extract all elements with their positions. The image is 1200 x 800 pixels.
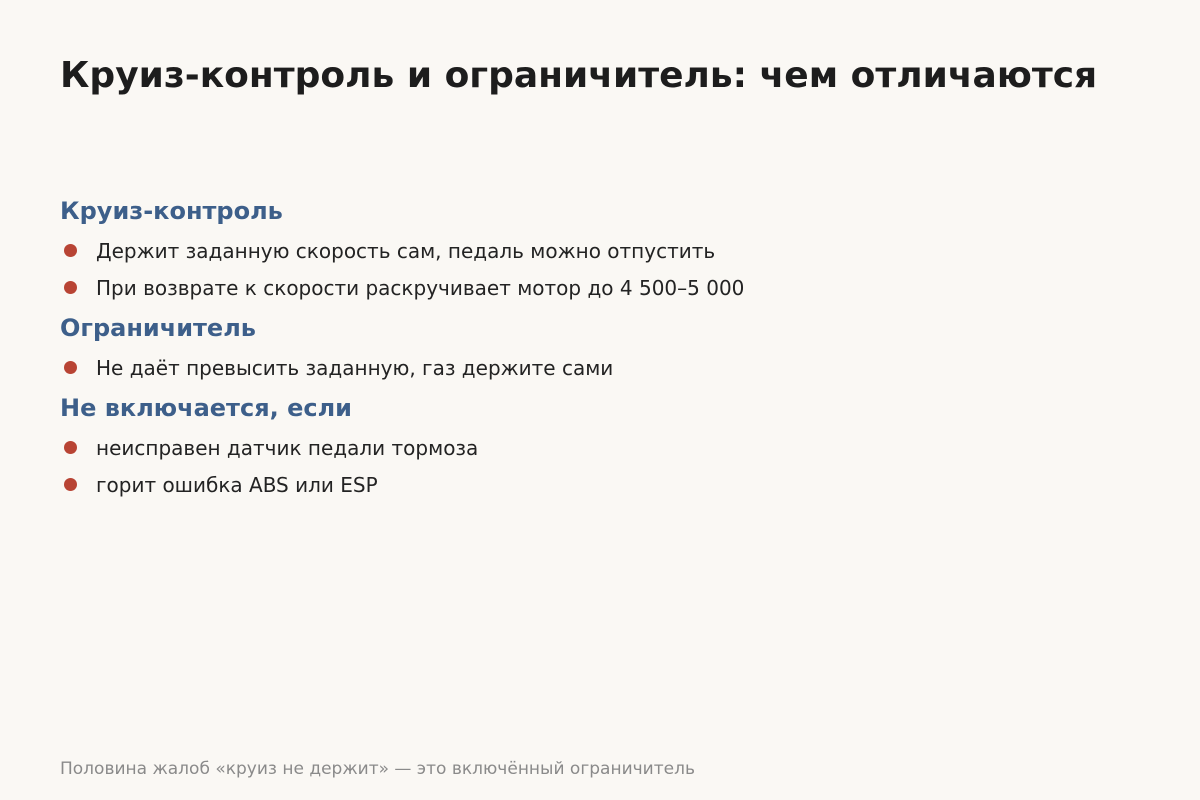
list-item xyxy=(60,272,1140,304)
list-item xyxy=(60,235,1140,267)
list-item-text: Держит заданную скорость сам, педаль можно отпустить xyxy=(96,239,716,263)
bullet-dot-icon xyxy=(64,478,77,491)
not-activating-list xyxy=(60,432,1140,501)
list-item xyxy=(60,469,1140,501)
section-heading-not-activating: Не включается, если xyxy=(60,394,352,422)
limiter-list xyxy=(60,352,1140,384)
list-item xyxy=(60,352,1140,384)
bullet-dot-icon xyxy=(64,281,77,294)
list-item xyxy=(60,432,1140,464)
footnote: Половина жалоб «круиз не держит» — это включённый ограничитель xyxy=(60,759,695,779)
page-title: Круиз-контроль и ограничитель: чем отличаются xyxy=(60,55,1098,96)
list-item-text: Не даёт превысить заданную, газ держите сами xyxy=(96,356,614,380)
cruise-control-list xyxy=(60,235,1140,304)
content-area xyxy=(60,192,1140,506)
list-item-text: При возврате к скорости раскручивает мотор до 4 500–5 000 xyxy=(96,276,745,300)
list-item-text: неисправен датчик педали тормоза xyxy=(96,436,479,460)
section-heading-limiter: Ограничитель xyxy=(60,314,256,342)
section-heading-cruise-control: Круиз-контроль xyxy=(60,197,283,225)
bullet-dot-icon xyxy=(64,361,77,374)
bullet-dot-icon xyxy=(64,244,77,257)
list-item-text: горит ошибка ABS или ESP xyxy=(96,473,378,497)
bullet-dot-icon xyxy=(64,441,77,454)
